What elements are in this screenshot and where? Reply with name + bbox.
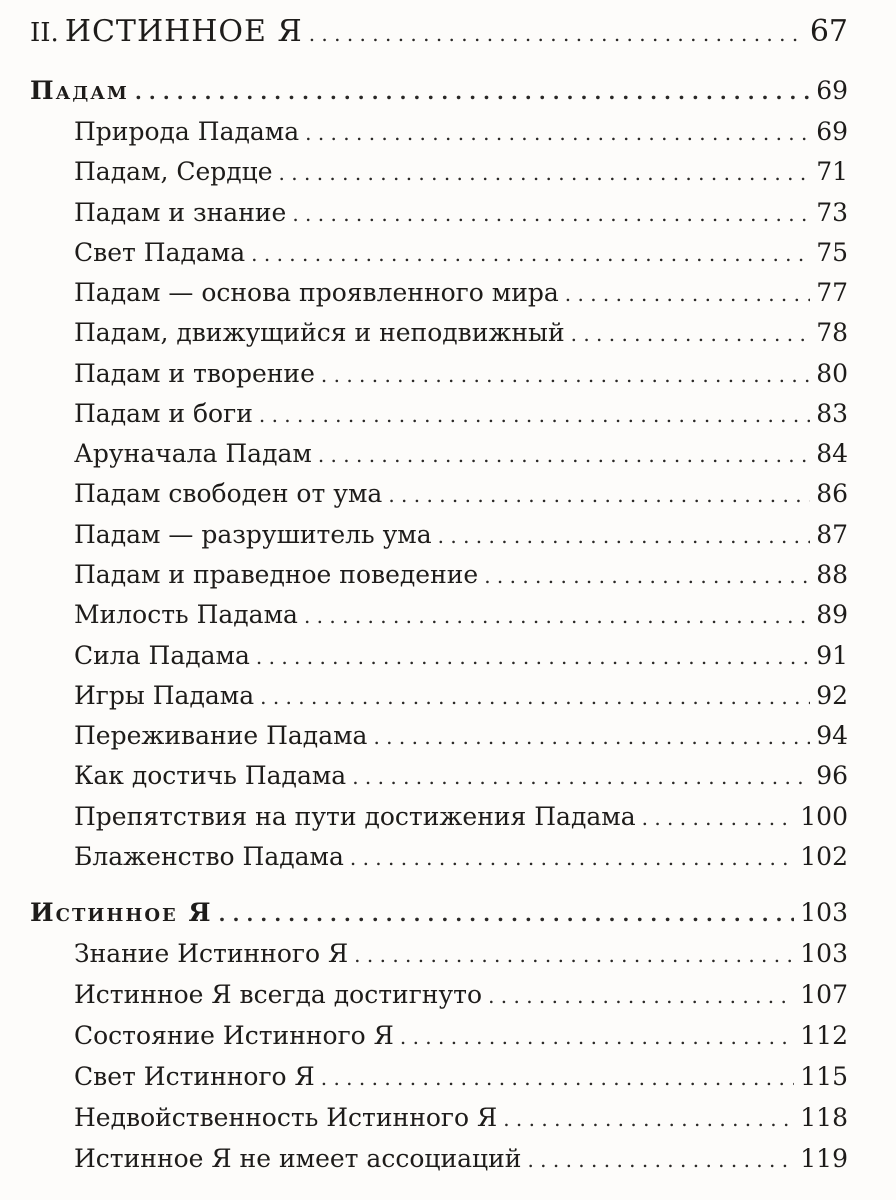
entry-title: Игры Падама — [74, 681, 255, 710]
toc-entry — [74, 802, 848, 831]
toc-leader-dots — [279, 161, 811, 185]
part-title: ИСТИННОЕ Я — [64, 14, 303, 49]
entry-page-number: 73 — [816, 198, 848, 227]
section-title: Падам — [30, 76, 129, 105]
entry-page-number: 78 — [816, 318, 848, 347]
toc-leader-dots — [305, 121, 810, 145]
entry-title: Истинное Я всегда достигнуто — [74, 980, 483, 1009]
toc-leader-dots — [484, 564, 810, 588]
toc-leader-dots — [135, 80, 810, 104]
toc-leader-dots — [304, 604, 810, 628]
toc-entry — [74, 641, 848, 670]
toc-entry — [74, 359, 848, 388]
toc-entry — [74, 721, 848, 750]
toc-part-heading — [30, 14, 848, 49]
entry-page-number: 71 — [816, 157, 848, 186]
section-page-number: 103 — [800, 898, 848, 927]
entry-title: Падам — разрушитель ума — [74, 520, 432, 549]
toc-leader-dots — [388, 483, 810, 507]
entry-title: Падам, Сердце — [74, 157, 273, 186]
entry-title: Падам и праведное поведение — [74, 560, 479, 589]
toc-entry — [74, 761, 848, 790]
toc-entry — [74, 198, 848, 227]
toc-entry — [74, 318, 848, 347]
section-title: Истинное Я — [30, 898, 213, 927]
toc-entry — [74, 1103, 848, 1132]
entry-title: Знание Истинного Я — [74, 939, 349, 968]
toc-entry — [74, 1062, 848, 1091]
entry-page-number: 75 — [816, 238, 848, 267]
toc-entry — [74, 117, 848, 146]
toc-entry — [74, 439, 848, 468]
toc-section-heading — [30, 76, 848, 105]
toc-leader-dots — [219, 902, 795, 926]
toc-entry — [74, 238, 848, 267]
entry-page-number: 69 — [816, 117, 848, 146]
entry-title: Препятствия на пути достижения Падама — [74, 802, 636, 831]
entry-page-number: 87 — [816, 520, 848, 549]
entry-page-number: 96 — [816, 761, 848, 790]
part-number: II. — [30, 18, 59, 48]
toc-leader-dots — [251, 242, 810, 266]
entry-page-number: 115 — [800, 1062, 848, 1091]
toc-leader-dots — [565, 282, 810, 306]
toc-entry — [74, 479, 848, 508]
toc-entry — [74, 560, 848, 589]
toc-leader-dots — [373, 725, 810, 749]
entry-title: Как достичь Падама — [74, 761, 347, 790]
entry-title: Падам и знание — [74, 198, 287, 227]
toc-leader-dots — [350, 846, 794, 870]
toc-leader-dots — [527, 1148, 794, 1172]
entry-title: Падам — основа проявленного мира — [74, 278, 559, 307]
toc-entry — [74, 681, 848, 710]
toc-leader-dots — [256, 645, 810, 669]
entry-title: Сила Падама — [74, 641, 250, 670]
entry-page-number: 83 — [816, 399, 848, 428]
toc-leader-dots — [321, 1066, 795, 1090]
toc-leader-dots — [260, 685, 810, 709]
entry-page-number: 88 — [816, 560, 848, 589]
entry-title: Падам и боги — [74, 399, 253, 428]
toc-entry — [74, 980, 848, 1009]
toc-leader-dots — [318, 443, 810, 467]
toc-leader-dots — [642, 806, 795, 830]
entry-page-number: 100 — [800, 802, 848, 831]
entry-page-number: 84 — [816, 439, 848, 468]
entry-page-number: 112 — [800, 1021, 848, 1050]
toc-leader-dots — [503, 1107, 794, 1131]
toc-entry — [74, 842, 848, 871]
toc-leader-dots — [400, 1025, 794, 1049]
toc-entry — [74, 399, 848, 428]
entry-page-number: 103 — [800, 939, 848, 968]
entry-title: Свет Падама — [74, 238, 246, 267]
entry-page-number: 102 — [800, 842, 848, 871]
part-page-number: 67 — [809, 14, 848, 49]
entry-title: Милость Падама — [74, 600, 298, 629]
entry-page-number: 91 — [816, 641, 848, 670]
entry-page-number: 92 — [816, 681, 848, 710]
toc-entry — [74, 939, 848, 968]
toc-section-heading — [30, 898, 848, 927]
toc-entry — [74, 1144, 848, 1173]
entry-page-number: 80 — [816, 359, 848, 388]
toc-leader-dots — [292, 202, 810, 226]
entry-page-number: 107 — [800, 980, 848, 1009]
toc-entry — [74, 278, 848, 307]
entry-title: Состояние Истинного Я — [74, 1021, 394, 1050]
toc-leader-dots — [352, 765, 810, 789]
entry-title: Недвойственность Истинного Я — [74, 1103, 498, 1132]
entry-title: Свет Истинного Я — [74, 1062, 315, 1091]
toc-leader-dots — [354, 943, 794, 967]
toc-entry — [74, 520, 848, 549]
toc-leader-dots — [309, 22, 804, 46]
toc-entry — [74, 1021, 848, 1050]
entry-page-number: 77 — [816, 278, 848, 307]
entry-page-number: 94 — [816, 721, 848, 750]
entry-page-number: 86 — [816, 479, 848, 508]
entry-title: Падам и творение — [74, 359, 315, 388]
entry-title: Блаженство Падама — [74, 842, 344, 871]
toc-leader-dots — [571, 322, 811, 346]
toc-leader-dots — [259, 403, 810, 427]
entry-page-number: 89 — [816, 600, 848, 629]
entry-title: Природа Падама — [74, 117, 300, 146]
toc-part-label — [30, 14, 303, 49]
toc-entry — [74, 157, 848, 186]
entry-page-number: 118 — [800, 1103, 848, 1132]
entry-title: Падам свободен от ума — [74, 479, 383, 508]
toc-entry — [74, 600, 848, 629]
section-page-number: 69 — [816, 76, 848, 105]
entry-page-number: 119 — [800, 1144, 848, 1173]
toc-leader-dots — [438, 524, 811, 548]
entry-title: Переживание Падама — [74, 721, 368, 750]
entry-title: Истинное Я не имеет ассоциаций — [74, 1144, 522, 1173]
entry-title: Аруначала Падам — [74, 439, 312, 468]
entry-title: Падам, движущийся и неподвижный — [74, 318, 565, 347]
toc-leader-dots — [488, 984, 794, 1008]
toc-leader-dots — [321, 363, 810, 387]
